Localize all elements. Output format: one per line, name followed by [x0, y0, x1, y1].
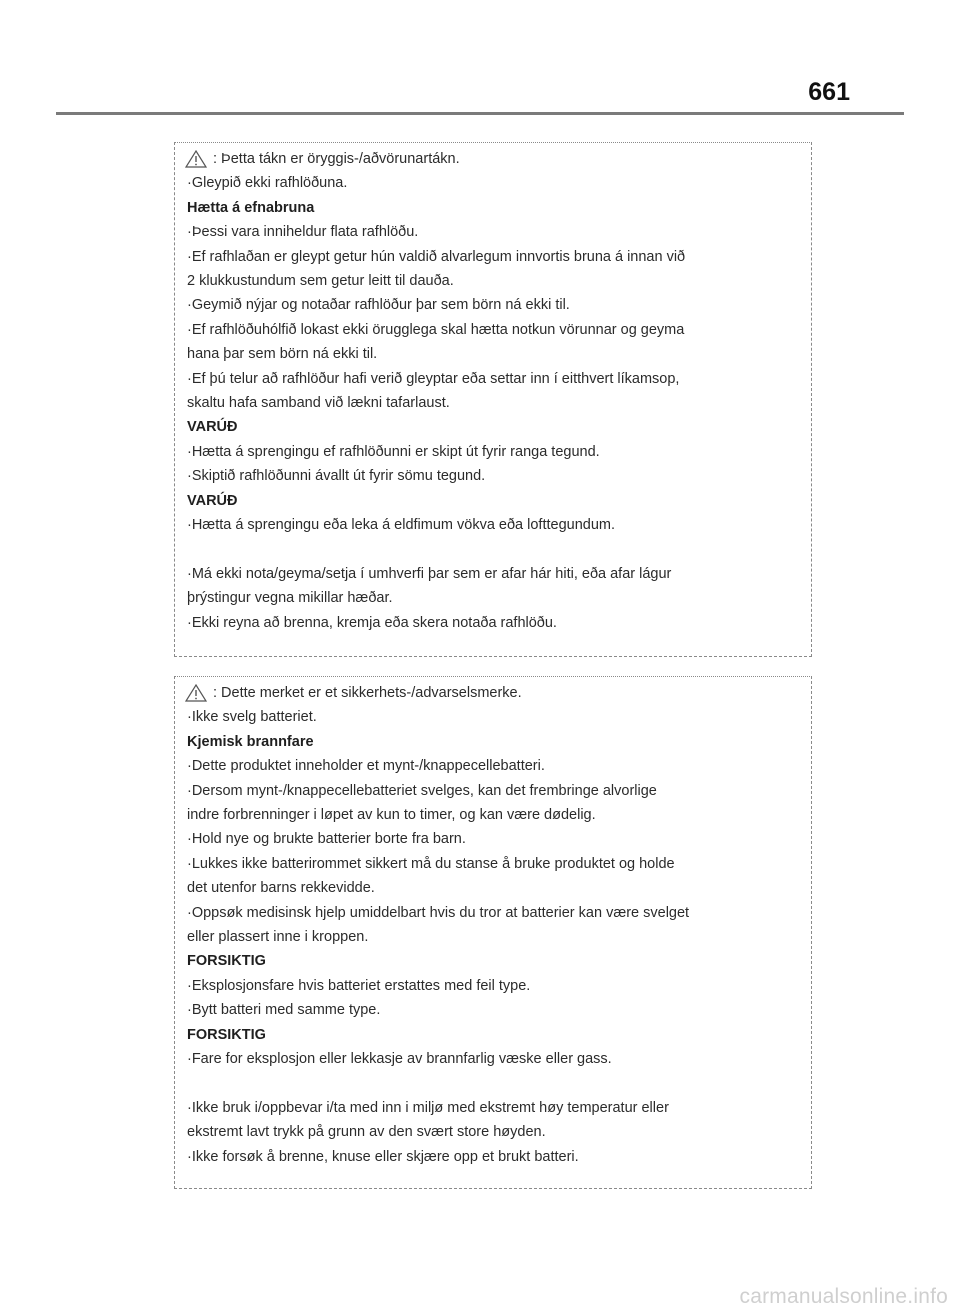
watermark: carmanualsonline.info — [739, 1285, 948, 1308]
header-rule — [56, 112, 904, 115]
warning-symbol-line — [187, 147, 801, 171]
warning-text-line: indre forbrenninger i løpet av kun to timer, og kan være dødelig. — [187, 807, 596, 824]
warning-text-line: det utenfor barns rekkevidde. — [187, 880, 375, 897]
warning-text-line: ·Má ekki nota/geyma/setja í umhverfi þar sem er afar hár hiti, eða afar lágur — [187, 565, 672, 582]
warning-text-line: ·Gleypið ekki rafhlöðuna. — [187, 175, 348, 192]
page-number: 661 — [808, 78, 850, 106]
warning-box-norwegian — [174, 676, 812, 1189]
warning-symbol-text: : Þetta tákn er öryggis-/aðvörunartákn. — [213, 151, 460, 167]
warning-text-line: ·Fare for eksplosjon eller lekkasje av brannfarlig væske eller gass. — [187, 1051, 612, 1068]
blank-line — [187, 538, 801, 562]
section-heading: VARÚÐ — [187, 419, 238, 436]
warning-text-line: ·Ef rafhlöðuhólfið lokast ekki örugglega skal hætta notkun vörunnar og geyma — [187, 321, 685, 338]
warning-text-line: ·Oppsøk medisinsk hjelp umiddelbart hvis du tror at batterier kan være svelget — [187, 904, 690, 921]
warning-text-line: ·Ikke bruk i/oppbevar i/ta med inn i miljø med ekstremt høy temperatur eller — [187, 1099, 669, 1116]
warning-text-line: hana þar sem börn ná ekki til. — [187, 346, 378, 363]
warning-text-line: ·Ikke svelg batteriet. — [187, 709, 317, 726]
warning-lines — [187, 705, 801, 1169]
warning-text-line: ·Ef þú telur að rafhlöður hafi verið gleyptar eða settar inn í eitthvert líkamsop, — [187, 370, 680, 387]
warning-text-line: ·Geymið nýjar og notaðar rafhlöður þar sem börn ná ekki til. — [187, 297, 570, 314]
warning-text-line: 2 klukkustundum sem getur leitt til dauða. — [187, 273, 454, 290]
warning-symbol-line — [187, 681, 801, 705]
warning-text-line: ·Ikke forsøk å brenne, knuse eller skjære opp et brukt batteri. — [187, 1148, 579, 1165]
warning-text-line: ·Skiptið rafhlöðunni ávallt út fyrir sömu tegund. — [187, 468, 486, 485]
warning-text-line: ·Hold nye og brukte batterier borte fra barn. — [187, 831, 466, 848]
blank-line — [187, 1072, 801, 1096]
warning-box-icelandic — [174, 142, 812, 657]
warning-text-line: ·Ekki reyna að brenna, kremja eða skera notaða rafhlöðu. — [187, 614, 557, 631]
warning-text-line: þrýstingur vegna mikillar hæðar. — [187, 590, 393, 607]
warning-text-line: ·Eksplosjonsfare hvis batteriet erstattes med feil type. — [187, 977, 531, 994]
warning-text-line: ekstremt lavt trykk på grunn av den svært store høyden. — [187, 1124, 546, 1141]
warning-text-line: eller plassert inne i kroppen. — [187, 929, 369, 946]
warning-text-line: ·Þessi vara inniheldur flata rafhlöðu. — [187, 224, 419, 241]
warning-text-line: ·Bytt batteri med samme type. — [187, 1002, 381, 1019]
section-heading: Kjemisk brannfare — [187, 733, 314, 750]
warning-symbol-text: : Dette merket er et sikkerhets-/advarselsmerke. — [213, 685, 522, 701]
warning-text-line: skaltu hafa samband við lækni tafarlaust. — [187, 395, 450, 412]
warning-text-line: ·Ef rafhlaðan er gleypt getur hún valdið alvarlegum innvortis bruna á innan við — [187, 248, 686, 265]
section-heading: FORSIKTIG — [187, 953, 266, 970]
section-heading: FORSIKTIG — [187, 1026, 266, 1043]
section-heading: VARÚÐ — [187, 492, 238, 509]
warning-lines — [187, 171, 801, 635]
warning-triangle-icon — [185, 150, 207, 168]
warning-text-line: ·Hætta á sprengingu ef rafhlöðunni er skipt út fyrir ranga tegund. — [187, 443, 600, 460]
section-heading: Hætta á efnabruna — [187, 199, 315, 216]
warning-text-line: ·Lukkes ikke batterirommet sikkert må du stanse å bruke produktet og holde — [187, 855, 675, 872]
warning-text-line: ·Dersom mynt-/knappecellebatteriet svelges, kan det frembringe alvorlige — [187, 782, 657, 799]
warning-text-line: ·Hætta á sprengingu eða leka á eldfimum vökva eða lofttegundum. — [187, 517, 615, 534]
warning-triangle-icon — [185, 684, 207, 702]
warning-text-line: ·Dette produktet inneholder et mynt-/knappecellebatteri. — [187, 758, 545, 775]
